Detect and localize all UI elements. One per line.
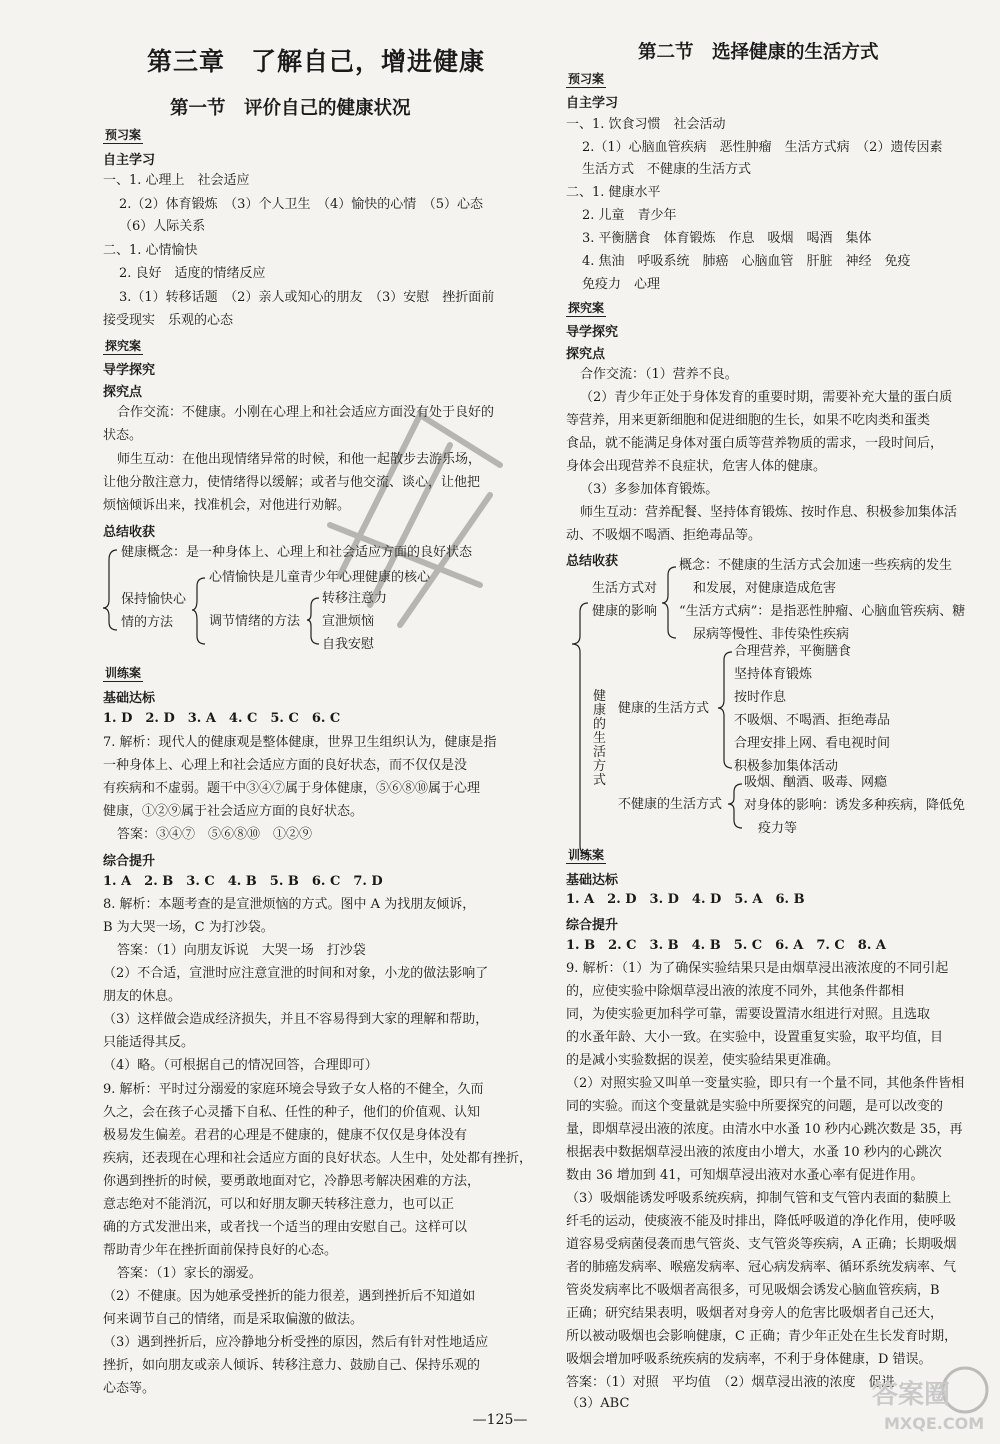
- watermark-text: 答案圈: [872, 1380, 951, 1410]
- q8-line: （3）这样做会造成经济损失，并且不容易得到大家的理解和帮助，: [103, 1012, 489, 1027]
- q9-line: 疾病，还表现在心理和社会适应方面的良好状态。人生中，处处都有挫折，: [103, 1151, 533, 1166]
- coop-line: 身体会出现营养不良症状，危害人体的健康。: [566, 459, 827, 474]
- q7-line: 有疾病和不虚弱。题干中③④⑦属于身体健康，⑤⑥⑧⑩属于心理: [103, 781, 481, 796]
- tag-explore: 探究案: [105, 339, 142, 353]
- coop-line: （3）多参加体育锻炼。: [580, 482, 719, 497]
- teacher-line: 动、不吸烟不喝酒、拒绝毒品等。: [566, 528, 762, 543]
- preview-line: 2.（1）心脑血管疾病 恶性肿瘤 生活方式病 （2）遗传因素: [582, 140, 943, 155]
- watermark-url: MXQE.COM: [884, 1414, 985, 1433]
- q9-line: （2）对照实验又叫单一变量实验，即只有一个量不同，其他条件皆相: [566, 1076, 965, 1091]
- teacher-line: 烦恼倾诉出来，找准机会，对他进行劝解。: [103, 498, 351, 513]
- q7-line: 健康，①②⑨属于社会适应方面的良好状态。: [103, 804, 364, 819]
- q9-line: 何来调节自己的情绪，而是采取偏激的做法。: [103, 1312, 364, 1327]
- comprehensive-heading: 综合提升: [103, 854, 156, 869]
- basic-heading: 基础达标: [103, 691, 156, 706]
- preview-line: 2. 良好 适度的情绪反应: [119, 266, 266, 281]
- tree-healthy-item: 按时作息: [734, 690, 787, 705]
- tag-preview: 预习案: [105, 128, 142, 142]
- tree-impact-1: 生活方式对: [592, 581, 658, 596]
- comp-answers: 1. A 2. B 3. C 4. B 5. B 6. C 7. D: [103, 874, 383, 889]
- tree-keep-2: 情的方法: [121, 615, 174, 630]
- tree-unhealthy-item: 吸烟、酗酒、吸毒、网瘾: [744, 775, 888, 790]
- q9-line: 的是减小实验数据的误差，使实验结果更准确。: [566, 1053, 840, 1068]
- q7-line: 一种身体上、心理上和社会适应方面的良好状态，而不仅仅是没: [103, 758, 468, 773]
- preview-line: 2. 儿童 青少年: [582, 208, 677, 223]
- q9-line: 根据表中数据烟草浸出液的浓度由小增大，水蚤 10 秒内的心跳次: [566, 1145, 942, 1160]
- teacher-line: 师生互动：营养配餐、坚持体育锻炼、按时作息、积极参加集体活: [580, 505, 958, 520]
- tree-healthy-item: 积极参加集体活动: [734, 759, 839, 774]
- explore-point-heading: 探究点: [103, 385, 143, 400]
- q9-line: 你遇到挫折的时候，要勇敢地面对它，冷静思考解决困难的方法，: [103, 1174, 481, 1189]
- q8-line: （2）不合适，宣泄时应注意宣泄的时间和对象，小龙的做法影响了: [103, 966, 489, 981]
- coop-line: 等营养，用来更新细胞和促进细胞的生长，如果不吃肉类和蛋类: [566, 413, 931, 428]
- tree-impact-2: 健康的影响: [592, 604, 658, 619]
- section-title-2: 第二节 选择健康的生活方式: [638, 42, 879, 63]
- q9-line: 9. 解析：（1）为了确保实验结果只是由烟草浸出液浓度的不同引起: [566, 961, 949, 976]
- basic-answers: 1. A 2. D 3. D 4. D 5. A 6. B: [566, 892, 805, 907]
- q9-line: 所以被动吸烟也会影响健康，C 正确；青少年正处在生长发育时期，: [566, 1329, 958, 1344]
- tree-unhealthy-item: 疫力等: [758, 821, 798, 836]
- coop-line: 合作交流：不健康。小刚在心理上和社会适应方面没有处于良好的: [117, 405, 495, 420]
- q9-line: （3）遇到挫折后，应冷静地分析受挫的原因，然后有针对性地适应: [103, 1335, 489, 1350]
- q9-line: （3）吸烟能诱发呼吸系统疾病，抑制气管和支气管内表面的黏膜上: [566, 1191, 952, 1206]
- comp-answers: 1. B 2. C 3. B 4. B 5. C 6. A 7. C 8. A: [566, 938, 886, 953]
- tree-healthy-item: 合理安排上网、看电视时间: [734, 736, 891, 751]
- tree-concept-1: 概念：不健康的生活方式会加速一些疾病的发生: [679, 558, 953, 573]
- preview-line: 生活方式 不健康的生活方式: [582, 162, 752, 177]
- q9-line: 道容易受病菌侵袭而患气管炎、支气管炎等疾病，A 正确；长期吸烟: [566, 1237, 957, 1252]
- preview-line: 3. 平衡膳食 体育锻炼 作息 吸烟 喝酒 集体: [582, 231, 872, 246]
- q9-line: 量，即烟草浸出液的浓度。由清水中水蚤 10 秒内心跳次数是 35，再: [566, 1122, 963, 1137]
- summary-heading: 总结收获: [103, 525, 156, 540]
- q9-answer: 答案：（1）对照 平均值 （2）烟草浸出液的浓度 促进: [566, 1375, 895, 1390]
- q9-line: 同的实验。而这个变量就是实验中所要探究的问题，是可以改变的: [566, 1099, 944, 1114]
- q7-line: 7. 解析：现代人的健康观是整体健康，世界卫生组织认为，健康是指: [103, 735, 497, 750]
- teacher-line: 师生互动：在他出现情绪异常的时候，和他一起散步去游乐场，: [117, 452, 482, 467]
- tree-disease-2: 尿病等慢性、非传染性疾病: [693, 627, 850, 642]
- basic-heading: 基础达标: [566, 873, 619, 888]
- q9-line: （2）不健康。因为她承受挫折的能力很差，遇到挫折后不知道如: [103, 1289, 476, 1304]
- preview-line: 一、1. 心理上 社会适应: [103, 173, 250, 188]
- coop-line: 状态。: [103, 428, 143, 443]
- tree-concept-2: 和发展，对健康造成危害: [693, 581, 837, 596]
- q7-answer: 答案：③④⑦ ⑤⑥⑧⑩ ①②⑨: [117, 827, 313, 842]
- q9-line: 久之，会在孩子心灵播下自私、任性的种子，他们的价值观、认知: [103, 1105, 481, 1120]
- tree-healthy: 健康的生活方式: [618, 701, 710, 716]
- preview-line: 二、1. 健康水平: [566, 185, 661, 200]
- tree-unhealthy-item: 对身体的影响：诱发多种疾病，降低免: [744, 798, 966, 813]
- preview-line: 免疫力 心理: [582, 277, 661, 292]
- q9-line: 答案：（1）家长的溺爱。: [117, 1266, 262, 1281]
- q9-line: 同，为使实验更加科学可靠，需要设置清水组进行对照。且选取: [566, 1007, 931, 1022]
- q9-line: 吸烟会增加呼吸系统疾病的发病率，不利于身体健康，D 错误。: [566, 1352, 932, 1367]
- coop-line: 合作交流：（1）营养不良。: [580, 367, 738, 382]
- tree-method: 转移注意力: [322, 591, 388, 606]
- teacher-line: 让他分散注意力，使情绪得以缓解；或者与他交流、谈心，让他把: [103, 475, 481, 490]
- preview-line: （6）人际关系: [119, 219, 206, 234]
- q9-line: 的，应使实验中除烟草浸出液的浓度不同外，其他条件都相: [566, 984, 905, 999]
- q9-line: 管炎发病率比不吸烟者高很多，可见吸烟会诱发心脑血管疾病，B: [566, 1283, 940, 1298]
- q9-line: 心态等。: [103, 1381, 156, 1396]
- preview-line: 接受现实 乐观的心态: [103, 313, 234, 328]
- q9-line: 正确；研究结果表明，吸烟者对身旁人的危害比吸烟者自己还大，: [566, 1306, 944, 1321]
- q9-line: 数由 36 增加到 41，可知烟草浸出液对水蚤心率有促进作用。: [566, 1168, 924, 1183]
- q9-answer: （3）ABC: [566, 1396, 630, 1411]
- q9-line: 9. 解析：平时过分溺爱的家庭环境会导致子女人格的不健全，久而: [103, 1082, 484, 1097]
- tree-keep-1: 保持愉快心: [121, 592, 187, 607]
- page-number: —125—: [472, 1412, 528, 1428]
- preview-line: 2.（2）体育锻炼 （3）个人卫生 （4）愉快的心情 （5）心态: [119, 197, 483, 212]
- tag-training: 训练案: [105, 666, 142, 680]
- summary-heading: 总结收获: [566, 554, 619, 569]
- preview-line: 一、1. 饮食习惯 社会活动: [566, 117, 726, 132]
- tree-core: 心情愉快是儿童青少年心理健康的核心: [209, 570, 431, 585]
- q8-line: 答案：（1）向朋友诉说 大哭一场 打沙袋: [117, 943, 366, 958]
- q9-line: 者的肺癌发病率、喉癌发病率、冠心病发病率、循环系统发病率、气: [566, 1260, 957, 1275]
- coop-line: （2）青少年正处于身体发育的重要时期，需要补充大量的蛋白质: [580, 390, 953, 405]
- preview-line: 4. 焦油 呼吸系统 肺癌 心脑血管 肝脏 神经 免疫: [582, 254, 911, 269]
- tree-healthy-item: 不吸烟、不喝酒、拒绝毒品: [734, 713, 891, 728]
- preview-line: 二、1. 心情愉快: [103, 243, 198, 258]
- tree-root-vertical: 健康的生活方式: [593, 689, 607, 788]
- guided-explore-heading: 导学探究: [103, 363, 156, 378]
- coop-line: 食品，就不能满足身体对蛋白质等营养物质的需求，一段时间后，: [566, 436, 944, 451]
- q9-line: 的水蚤年龄、大小一致。在实验中，设置重复实验，取平均值，目: [566, 1030, 944, 1045]
- tree-method: 自我安慰: [322, 637, 375, 652]
- self-study-heading: 自主学习: [566, 96, 619, 111]
- q9-line: 挫折，如向朋友或亲人倾诉、转移注意力、鼓励自己、保持乐观的: [103, 1358, 481, 1373]
- comprehensive-heading: 综合提升: [566, 918, 619, 933]
- q9-line: 确的方式发泄出来，或者找一个适当的理由安慰自己。这样可以: [103, 1220, 468, 1235]
- section-title-1: 第一节 评价自己的健康状况: [170, 98, 411, 119]
- basic-answers: 1. D 2. D 3. A 4. C 5. C 6. C: [103, 711, 341, 726]
- q8-line: 只能适得其反。: [103, 1035, 195, 1050]
- self-study-heading: 自主学习: [103, 153, 156, 168]
- tree-disease-1: “生活方式病”：是指恶性肿瘤、心脑血管疾病、糖: [679, 604, 966, 619]
- explore-point-heading: 探究点: [566, 347, 606, 362]
- q9-line: 意志绝对不能消沉，可以和好朋友聊天转移注意力，也可以正: [103, 1197, 455, 1212]
- chapter-title: 第三章 了解自己，增进健康: [147, 47, 486, 76]
- stamp-mark: [300, 375, 530, 645]
- tree-healthy-item: 坚持体育锻炼: [734, 667, 813, 682]
- site-watermark: [870, 1360, 995, 1440]
- q9-line: 帮助青少年在挫折面前保持良好的心态。: [103, 1243, 338, 1258]
- tree-method: 宣泄烦恼: [322, 614, 375, 629]
- guided-explore-heading: 导学探究: [566, 325, 619, 340]
- tree-unhealthy: 不健康的生活方式: [618, 797, 723, 812]
- preview-line: 3.（1）转移话题 （2）亲人或知心的朋友 （3）安慰 挫折面前: [119, 290, 495, 305]
- tree-healthy-item: 合理营养，平衡膳食: [734, 644, 852, 659]
- q8-line: B 为大哭一场，C 为打沙袋。: [103, 920, 274, 935]
- q9-line: 极易发生偏差。君君的心理是不健康的，健康不仅仅是身体没有: [103, 1128, 468, 1143]
- q9-line: 纤毛的运动，使痰液不能及时排出，降低呼吸道的净化作用，使呼吸: [566, 1214, 957, 1229]
- tree-adjust: 调节情绪的方法: [209, 614, 301, 629]
- tag-preview: 预习案: [568, 72, 605, 86]
- q8-line: 朋友的休息。: [103, 989, 182, 1004]
- tree-concept: 健康概念：是一种身体上、心理上和社会适应方面的良好状态: [121, 545, 473, 560]
- q8-line: （4）略。（可根据自己的情况回答，合理即可）: [103, 1058, 378, 1073]
- q8-line: 8. 解析：本题考查的是宣泄烦恼的方式。图中 A 为找朋友倾诉，: [103, 897, 476, 912]
- tag-training: 训练案: [568, 848, 605, 862]
- tag-explore: 探究案: [568, 301, 605, 315]
